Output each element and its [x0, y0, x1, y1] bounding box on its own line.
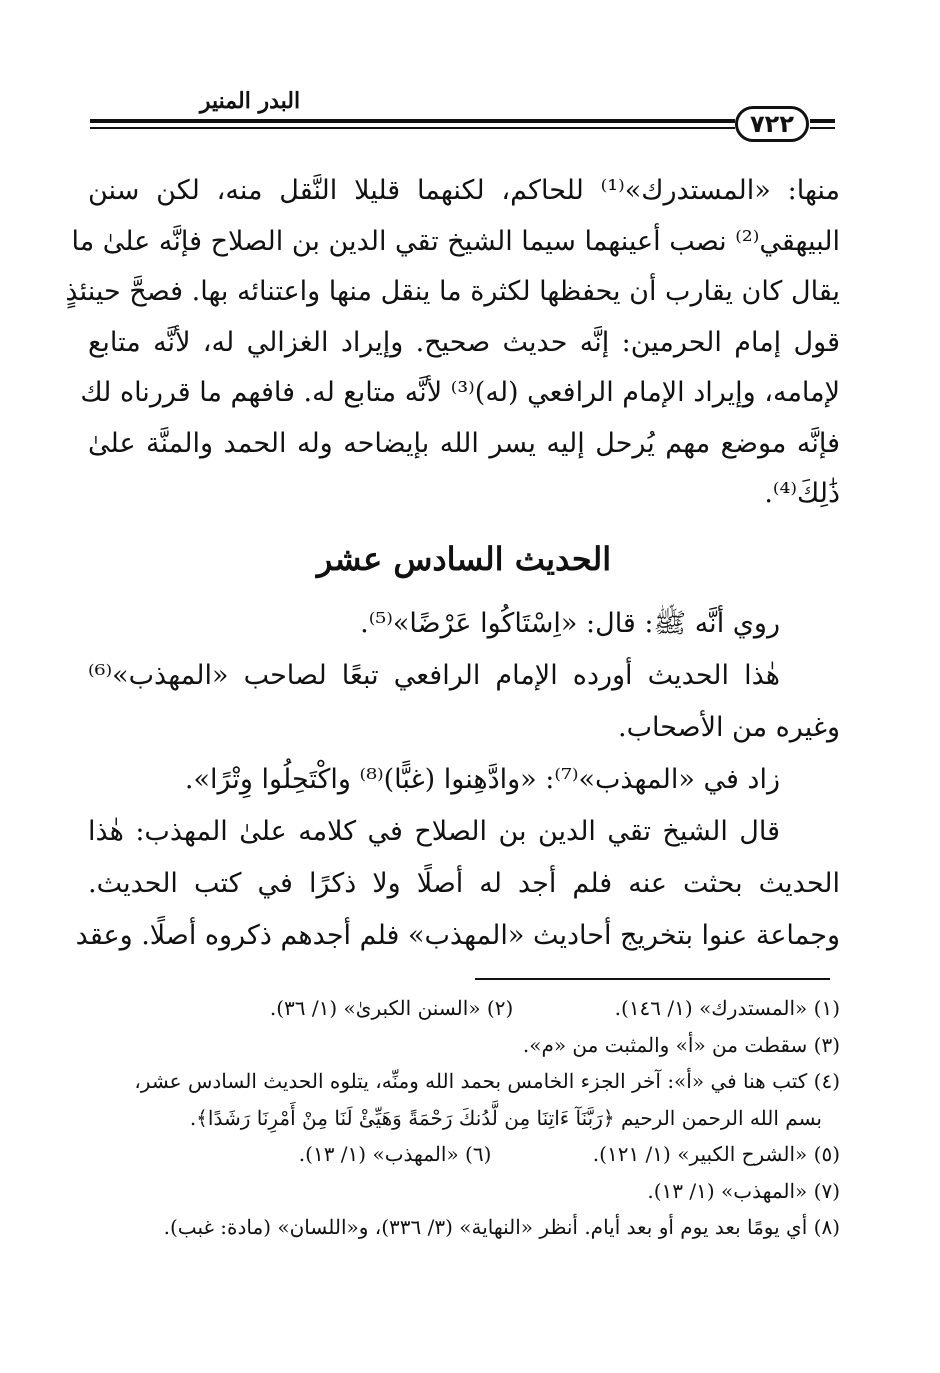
text-line: وجماعة عنوا بتخريج أحاديث «المهذب» فلم أجدهم ذكروه أصلًا. وعقد — [75, 920, 840, 951]
text-line: زاد في «المهذب»⁽⁷⁾: «وادَّهِنوا (غبًّا)⁽⁸⁾ واكْتَحِلُوا وِتْرًا». — [184, 764, 780, 795]
text-line: البيهقي⁽²⁾ نصب أعينهما سيما الشيخ تقي الدين بن الصلاح فإنَّه علىٰ ما — [71, 225, 840, 257]
text-line: منها: «المستدرك»⁽¹⁾ للحاكم، لكنهما قليلا النَّقل منه، لكن سنن — [88, 175, 841, 206]
footnote-4: (٤) كتب هنا في «أ»: آخر الجزء الخامس بحمد الله ومنِّه، يتلوه الحديث السادس عشر، — [134, 1069, 840, 1093]
text-line: هٰذا الحديث أورده الإمام الرافعي تبعًا لصاحب «المهذب»⁽⁶⁾ — [88, 660, 780, 691]
footnote-row — [88, 1136, 840, 1173]
footnotes — [88, 990, 840, 1246]
footnote-8: (٨) أي يومًا بعد يوم أو بعد أيام. أنظر «النهاية» (٣/ ٣٣٦)، و«اللسان» (مادة: غبب). — [163, 1215, 840, 1239]
text-line: الحديث بحثت عنه فلم أجد له أصلًا ولا ذكرًا في كتب الحديث. — [88, 868, 840, 899]
header-rule-right-thin — [810, 127, 835, 129]
page-header — [90, 82, 835, 152]
section-title: الحديث السادس عشر — [316, 540, 612, 578]
text-line: روي أنَّه ﷺ: قال: «اِسْتَاكُوا عَرْضًا»⁽⁵⁾. — [360, 608, 780, 639]
footnote-1: (١) «المستدرك» (١/ ١٤٦). — [614, 996, 840, 1020]
footnote-2: (٢) «السنن الكبرىٰ» (١/ ٣٦). — [269, 996, 514, 1020]
footnote-7: (٧) «المهذب» (١/ ١٣). — [647, 1178, 840, 1203]
text-line: قال الشيخ تقي الدين بن الصلاح في كلامه علىٰ المهذب: هٰذا — [88, 816, 780, 847]
paragraph-1 — [65, 166, 841, 520]
page-number: ٧٢٢ — [735, 106, 809, 142]
footnote-6: (٦) «المهذب» (١/ ١٣). — [298, 1142, 492, 1166]
text-line: وغيره من الأصحاب. — [617, 712, 840, 743]
header-rule-thin — [90, 127, 735, 129]
footnote-5: (٥) «الشرح الكبير» (١/ ١٢١). — [592, 1142, 840, 1166]
paragraph-2 — [75, 598, 840, 962]
footnote-3: (٣) سقطت من «أ» والمثبت من «م». — [522, 1032, 840, 1057]
text-line: يقال كان يقارب أن يحفظها لكثرة ما ينقل منها واعتنائه بها. فصحَّ حينئذٍ — [65, 276, 840, 307]
running-title: البدر المنير — [199, 88, 301, 114]
footnote-row — [88, 990, 840, 1027]
text-line: فإنَّه موضع مهم يُرحل إليه يسر الله بإيضاحه وله الحمد والمنَّة علىٰ — [88, 427, 840, 459]
footnote-separator — [475, 978, 830, 980]
text-line: لإمامه، وإيراد الإمام الرافعي (له)⁽³⁾ لأنَّه متابع له. فافهم ما قررناه لك — [80, 377, 840, 408]
footnote-4-continued: بسم الله الرحمن الرحيم ﴿رَبَّنَآ ءَاتِنَا مِن لَّدُنكَ رَحْمَةً وَهَيِّئْ لَنَا مِنْ أَمْرِنَا رَشَدًا﴾. — [189, 1105, 822, 1130]
header-rule-thick — [90, 119, 735, 123]
text-line: قول إمام الحرمين: إنَّه حديث صحيح. وإيراد الغزالي له، لأنَّه متابع — [88, 326, 840, 358]
text-line: ذَٰلِكَ⁽⁴⁾. — [764, 478, 840, 509]
header-rule-right-thick — [810, 119, 835, 123]
